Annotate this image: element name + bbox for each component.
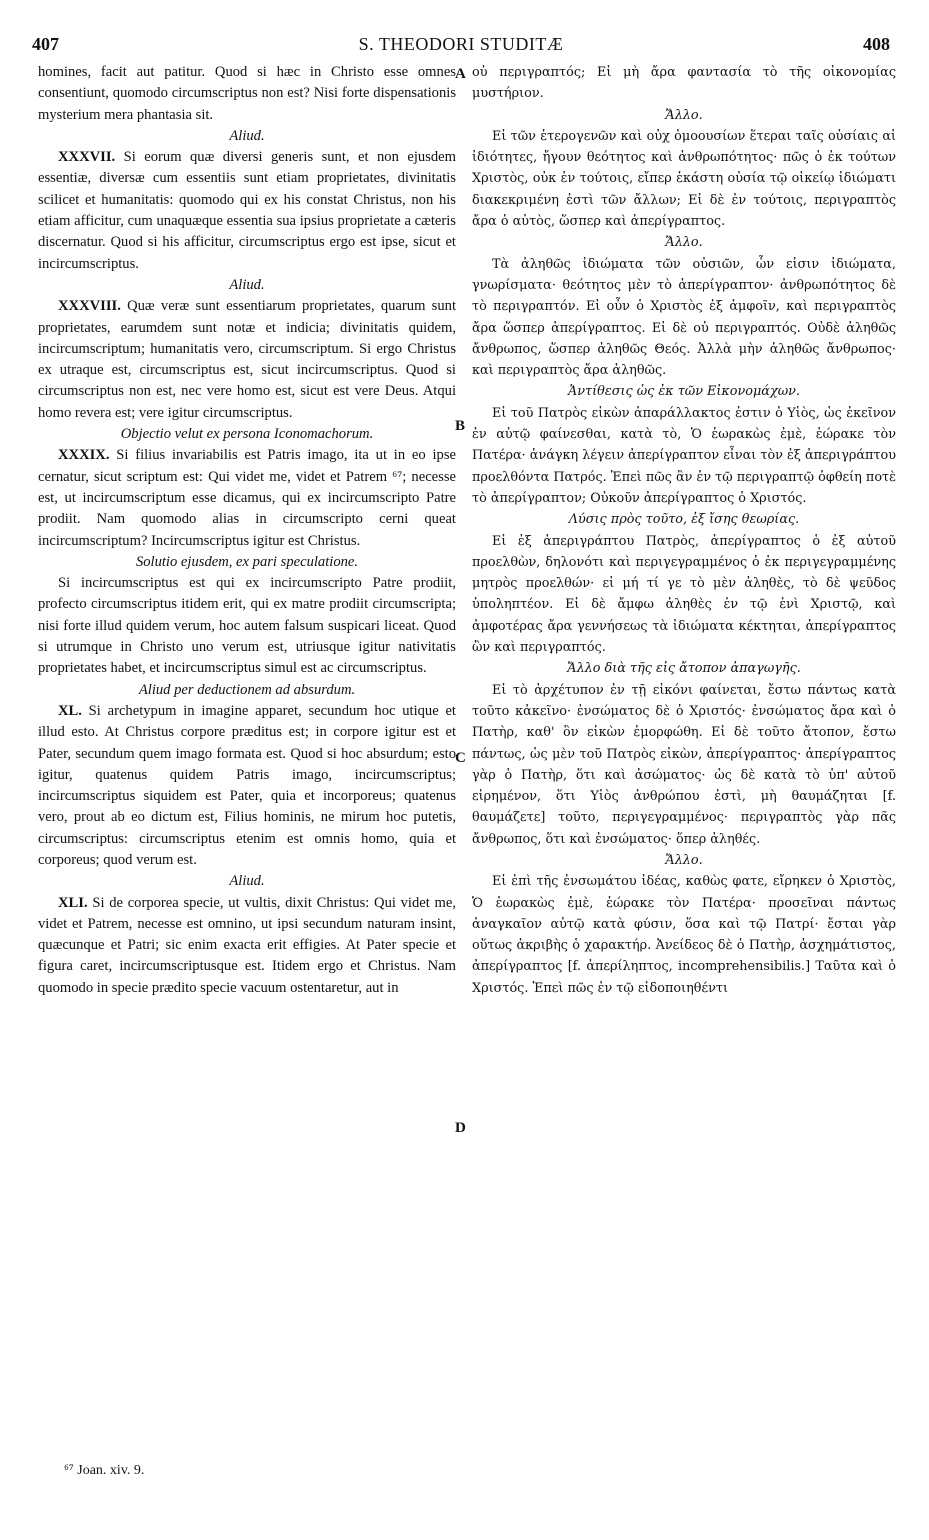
greek-paragraph [472, 254, 896, 382]
latin-text: Si incircumscriptus est qui ex incircumscripto Patre prodiit, profecto circumscriptus itidem erit, qui ex matre prodiit circumscripta; nisi forte illud quidem verum, hoc autem falsum suspicari liceat. Quod si utrumque in Christo uno verum est, utriusque igitur nativitatis proprietates habet, et incircumscriptus simul est ac circumscriptus. [38, 575, 456, 677]
margin-letter-d: D [455, 1120, 466, 1136]
page-number-left: 407 [32, 34, 59, 54]
latin-paragraph [38, 62, 456, 126]
latin-text: homines, facit aut patitur. Quod si hæc in Christo esse omnes consentiunt, quomodo circumscriptus non est? Nisi forte dispensationis mysterium mera phantasia sit. [38, 64, 456, 123]
latin-paragraph [38, 573, 456, 679]
greek-text: Εἰ τὸ ἀρχέτυπον ἐν τῇ εἰκόνι φαίνεται, ἔστω πάντως κατὰ τοῦτο κἀκεῖνο· ἐνσώματος δὲ ὁ Χριστός· ἐνσώματος ἄρα καὶ ὁ Πατὴρ, καθ' ὃν εἰκὼν ἐμορφώθη. Εἰ δὲ τοῦτο ἄτοπον, ἔστω πάντως, ὡς μὲν τοῦ Πατρὸς εἰκὼν, ἀπερίγραπτος· ἀπερίγραπτος γὰρ ὁ Πατὴρ, ὅτι καὶ ἀσώματος· ὡς δὲ κατὰ τὸ ὑπ' αὐτοῦ εἰρημένον, ὅτι Υἱὸς ἀνθρώπου ἐστὶ, μὴ θαυμάζηται [f. θαυμάζετε] τοῦτο, περιγεγραμμένος· περιγραπτὸς γὰρ πᾶς ἄνθρωπος, ὅτι καὶ ἐνσώματος· ὅπερ ἀληθές. [472, 682, 896, 847]
greek-heading: Λύσις πρὸς τοῦτο, ἐξ ἴσης θεωρίας. [568, 512, 800, 528]
latin-text: Si filius invariabilis est Patris imago, ita ut in eo ipse cernatur, sicut scriptum est: Qui videt me, videt et Patrem ⁶⁷; necesse est, ut incircumscriptum esse dicamus, qui ex incircumscripto Patre prodiit. Nam quomodo alias in circumscripto cerni queat incircumscriptum? Incircumscriptus igitur est Christus. [38, 447, 456, 549]
section-number: XL. [58, 702, 82, 719]
latin-paragraph [38, 445, 456, 551]
latin-heading: Objectio velut ex persona Iconomachorum. [120, 426, 374, 443]
page-header [32, 34, 890, 56]
latin-heading: Aliud. [229, 276, 265, 293]
section-number: XLI. [58, 894, 88, 911]
greek-paragraph [472, 680, 896, 850]
section-number: XXXVIII. [58, 298, 121, 315]
greek-paragraph [472, 531, 896, 659]
section-number: XXXIX. [58, 447, 110, 464]
footnote: ⁶⁷ Joan. xiv. 9. [64, 1463, 145, 1478]
greek-text: Εἰ ἐξ ἀπεριγράπτου Πατρὸς, ἀπερίγραπτος ὁ ἐξ αὐτοῦ προελθὼν, δηλονότι καὶ περιγεγραμμένος ὁ ἐκ περιγεγραμμένης μητρὸς προελθών· εἰ μή τί γε τὸ μὲν ἀληθὲς, τὸ δὲ ψεῦδος ὑποληπτέον. Εἰ δὲ ἄμφω ἀληθὲς ἐν τῷ ἑνὶ Χριστῷ, καὶ ἀμφοτέρας ἄρα γεννήσεως τὰ ἰδιώματα κέκτηται, ἀπερίγραπτος ὢν καὶ περιγραπτός. [472, 533, 896, 656]
greek-heading: Ἄλλο. [665, 852, 703, 868]
latin-heading: Solutio ejusdem, ex pari speculatione. [135, 553, 359, 570]
section-number: XXXVII. [58, 149, 116, 166]
latin-paragraph [38, 296, 456, 424]
greek-text: οὐ περιγραπτός; Εἰ μὴ ἄρα φαντασία τὸ τῆς οἰκονομίας μυστήριον. [472, 65, 896, 102]
latin-text: Si de corporea specie, ut vultis, dixit Christus: Qui videt me, videt et Patrem, necesse est omnino, ut ipsi secundum naturam insint, quæcunque et Patri; sic enim exacta erit effigies. At Pater specie et figura caret, incircumscriptusque est. Itidem ergo et Christus. Nam quomodo in specie prædito specie vacuum ostentaretur, aut in [38, 894, 456, 996]
greek-text: Εἰ ἐπὶ τῆς ἐνσωμάτου ἰδέας, καθὼς φατε, εἴρηκεν ὁ Χριστὸς, Ὁ ἑωρακὼς ἐμὲ, ἑώρακε τὸν Πατέρα· προσεῖναι πάντως ἀναγκαῖον αὐτῷ κατὰ φύσιν, ὅσα καὶ τῷ Πατρί· ἔσται γὰρ οὕτως ἀκριβὴς ὁ χαρακτήρ. Ἀνείδεος δὲ ὁ Πατὴρ, ἀσχημάτιστος, ἀπερίγραπτος [f. ἀπερίληπτος, incomprehensibilis.] Ταῦτα καὶ ὁ Χριστός. Ἐπεὶ πῶς ἐν τῷ εἰδοποιηθέντι [472, 874, 896, 996]
latin-heading: Aliud. [229, 873, 265, 890]
margin-letter-b: B [455, 418, 466, 434]
page-number-right: 408 [863, 34, 890, 54]
latin-column [38, 62, 456, 999]
greek-paragraph [472, 871, 896, 999]
greek-paragraph [472, 403, 896, 509]
greek-heading: Ἄλλο. [665, 107, 703, 123]
latin-paragraph [38, 147, 456, 275]
greek-paragraph [472, 62, 896, 105]
latin-text: Quæ veræ sunt essentiarum proprietates, quarum sunt proprietates, earumdem sunt notæ et indicia; divinitatis quidem, incircumscriptum; humanitatis vero, circumscriptum. Si ergo Christus ex utraque est, circumscriptus est, sicut incircumscriptus. Quod si circumscriptus non est, nec vere homo est, sicut est vere Deus. Atqui homo revera est; vere igitur circumscriptus. [38, 298, 456, 421]
latin-text: Si archetypum in imagine apparet, secundum hoc utique et illud esto. At Christus corpore præditus est; in corpore igitur est et Pater, secundum quem imago formata est. Quod si hoc absurdum; esto igitur, quatenus quidem Patris imago, incircumscriptus; incircumscriptus siquidem est Pater, quia et incorporeus; quatenus vero, prout ab eo dictum est, Filius hominis, ne mirum hoc putetis, circumscriptus: circumscriptus etenim est omnis homo, quia et corporeus; quod verum est. [38, 702, 456, 868]
greek-column [472, 62, 896, 999]
greek-heading: Ἄλλο. [665, 235, 703, 251]
latin-paragraph [38, 893, 456, 999]
margin-letter-a: A [455, 66, 466, 82]
latin-text: Si eorum quæ diversi generis sunt, et non ejusdem essentiæ, diversæ cum essentiis sunt etiam proprietates, divinitatis scilicet et humanitatis: quomodo qui ex his constat Christus, non his etiam afficitur, cum unaquæque essentia sua ipsius proprietate a cæteris discernatur. Quod si his afficitur, circumscriptus ergo est ipse, sicut et incircumscriptus. [38, 149, 456, 272]
greek-heading: Ἄλλο διὰ τῆς εἰς ἄτοπον ἀπαγωγῆς. [567, 661, 801, 677]
greek-text: Εἰ τοῦ Πατρὸς εἰκὼν ἀπαράλλακτος ἐστιν ὁ Υἱὸς, ὡς ἐκεῖνον ἐν αὐτῷ φαίνεσθαι, κατὰ τὸ, Ὁ ἑωρακὼς ἐμὲ, ἑώρακε τὸν Πατέρα· ἀνάγκη λέγειν ἀπερίγραπτον εἶναι τὸν ἐξ ἀπεριγράπτου προελθόντα Πατρός. Ἐπεὶ πῶς ἂν ἐν τῷ περιγραπτῷ ὀφθείη ποτὲ τὸ ἀπερίγραπτον; Οὐκοῦν ἀπερίγραπτος ὁ Χριστός. [472, 405, 896, 506]
margin-letter-c: C [455, 750, 466, 766]
latin-paragraph [38, 701, 456, 871]
greek-text: Εἰ τῶν ἑτερογενῶν καὶ οὐχ ὁμοουσίων ἕτεραι ταῖς οὐσίαις αἱ ἰδιότητες, ἤγουν θεότητος καὶ ἀνθρωπότητος· πῶς ὁ ἐκ τούτων Χριστὸς, οὐκ ἐν τούτοις, εἴπερ ἑκάστη οὐσία τῷ οἰκείῳ ἰδιώματι διακεκριμένη ἐστὶ τῶν ἄλλων; Εἰ δὲ ἐν τούτοις, περιγραπτὸς ἄρα ὁ αὐτὸς, ὥσπερ καὶ ἀπερίγραπτος. [472, 128, 896, 230]
running-title: S. THEODORI STUDITÆ [358, 34, 564, 54]
latin-heading: Aliud per deductionem ad absurdum. [138, 681, 356, 698]
greek-paragraph [472, 126, 896, 232]
latin-heading: Aliud. [229, 127, 265, 144]
greek-heading: Ἀντίθεσις ὡς ἐκ τῶν Εἰκονομάχων. [568, 384, 800, 400]
greek-text: Τὰ ἀληθῶς ἰδιώματα τῶν οὐσιῶν, ὧν εἰσιν ἰδιώματα, γνωρίσματα· θεότητος μὲν τὸ ἀπερίγραπτον· ἀνθρωπότητος δὲ τὸ περιγραπτόν. Εἰ οὖν ὁ Χριστὸς ἐξ ἀμφοῖν, καὶ περιγραπτὸς ἄρα ὥσπερ ἀπερίγραπτος. Εἰ δὲ οὐ περιγραπτός. Οὐδὲ ἀληθῶς ἄνθρωπος, ὥσπερ ἀληθῶς Θεός. Ἀλλὰ μὴν ἀληθῶς ἄνθρωπος· καὶ περιγραπτὸς ἄρα ἀληθῶς. [472, 256, 896, 379]
